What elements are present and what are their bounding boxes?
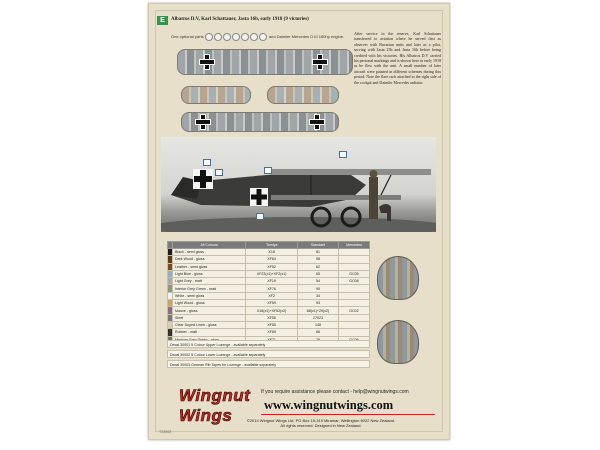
table-cell-tamiya: XF19 bbox=[246, 278, 298, 285]
lower-lozenge-swatch bbox=[377, 320, 419, 364]
table-cell-mercedes bbox=[338, 285, 369, 292]
table-cell-tamiya: XF52 bbox=[246, 263, 298, 270]
help-contact: If you require assistance please contact - help@wingnutwings.com bbox=[261, 389, 409, 395]
history-paragraph: After service in the reserve, Karl Schattauer transferred to aviation where he served first as observer with Bavarian units and later as a pilot, serving with Jasta 23b and Jasta 16b before being credited with his victories. His Albatros D.V carried his personal markings and is shown here in early 1918 as he flew with the unit. A small number of later aircraft were painted in different schemes during this period. Note the flare rack attached to the right side of the cockpit and Daimler Mercedes radiator. bbox=[354, 31, 441, 85]
scheme-title: Albatros D.V, Karl Schattauer, Jasta 16b, early 1918 (9 victories) bbox=[171, 17, 309, 22]
table-cell-mercedes: GC08 bbox=[338, 278, 369, 285]
table-cell-tamiya: X18 bbox=[246, 249, 298, 256]
engine-note: and Daimler Mercedes D.III 160hp engine. bbox=[268, 34, 345, 40]
column-header: Tamiya bbox=[246, 242, 298, 249]
table-cell-tamiya: X16(x1)+XF52(x2) bbox=[246, 307, 298, 314]
table-cell-mercedes: GC02 bbox=[338, 307, 369, 314]
decal-note: Decal 30003 German Rib Tapes for Lozenge - available separately bbox=[167, 360, 370, 368]
table-cell-standard: 93 bbox=[297, 300, 338, 307]
table-cell-name: White - semi gloss bbox=[173, 292, 246, 299]
table-cell-tamiya: XF56 bbox=[246, 314, 298, 321]
lower-wing-right-view bbox=[267, 86, 339, 104]
colour-table-body bbox=[168, 249, 370, 344]
table-row bbox=[168, 314, 370, 321]
part-circle-icon bbox=[232, 33, 240, 41]
scheme-badge: E bbox=[157, 16, 168, 25]
lower-wing-left-view bbox=[181, 86, 251, 104]
table-cell-standard: 54 bbox=[297, 278, 338, 285]
colour-table bbox=[167, 241, 370, 344]
table-row bbox=[168, 278, 370, 285]
table-cell-standard: 62 bbox=[297, 263, 338, 270]
table-cell-standard: 81 bbox=[297, 249, 338, 256]
part-number-icons bbox=[205, 34, 269, 39]
column-header: All Colours bbox=[173, 242, 246, 249]
dog-figure bbox=[379, 204, 391, 221]
table-cell-name: Rubber - matt bbox=[173, 329, 246, 336]
table-cell-name: Light Wood - gloss bbox=[173, 300, 246, 307]
table-cell-tamiya: XF76 bbox=[246, 285, 298, 292]
table-cell-standard: 90 bbox=[297, 285, 338, 292]
table-cell-name: Interior Grey Green - matt bbox=[173, 285, 246, 292]
sheet-reference: T23002 bbox=[159, 430, 172, 434]
column-header: Mercedes bbox=[338, 242, 369, 249]
iron-cross-icon bbox=[196, 115, 210, 129]
table-row bbox=[168, 329, 370, 336]
table-cell-standard: 66 bbox=[297, 329, 338, 336]
aircraft-profile-illustration bbox=[161, 137, 436, 232]
table-cell-mercedes bbox=[338, 263, 369, 270]
table-cell-mercedes bbox=[338, 292, 369, 299]
decal-note: Decal 30001 5 Colour Upper Lozenge - available separately bbox=[167, 340, 370, 348]
table-cell-standard: 148 bbox=[297, 321, 338, 328]
optional-parts-label: One optional parts bbox=[171, 34, 204, 40]
table-cell-mercedes bbox=[338, 300, 369, 307]
part-circle-icon bbox=[223, 33, 231, 41]
iron-cross-icon bbox=[310, 115, 324, 129]
footer-divider bbox=[261, 414, 435, 415]
table-cell-mercedes bbox=[338, 321, 369, 328]
part-circle-icon bbox=[259, 33, 267, 41]
table-cell-standard: 68(x1)+29(x2) bbox=[297, 307, 338, 314]
table-cell-tamiya: XF23(x1)+XF2(x1) bbox=[246, 270, 298, 277]
pilot-figure bbox=[369, 177, 378, 219]
table-cell-name: Steel bbox=[173, 314, 246, 321]
table-row bbox=[168, 256, 370, 263]
table-row bbox=[168, 321, 370, 328]
table-cell-tamiya: XF59 bbox=[246, 300, 298, 307]
table-cell-standard: 98 bbox=[297, 256, 338, 263]
table-row bbox=[168, 300, 370, 307]
upper-wing-underside-view bbox=[181, 112, 339, 132]
part-circle-icon bbox=[214, 33, 222, 41]
fuselage-cross-icon bbox=[193, 169, 213, 189]
table-row bbox=[168, 292, 370, 299]
part-callout-icon bbox=[339, 151, 347, 158]
table-cell-name: Light Blue - gloss bbox=[173, 270, 246, 277]
table-cell-standard: 65 bbox=[297, 270, 338, 277]
table-row bbox=[168, 263, 370, 270]
upper-wing-top-view bbox=[177, 49, 353, 75]
lower-wing-shape bbox=[271, 195, 401, 200]
table-cell-name: Clear Doped Linen - gloss bbox=[173, 321, 246, 328]
iron-cross-icon bbox=[200, 55, 214, 69]
table-cell-standard: 34 bbox=[297, 292, 338, 299]
ground-shadow bbox=[161, 217, 436, 232]
table-cell-name: Mauve - gloss bbox=[173, 307, 246, 314]
table-row bbox=[168, 285, 370, 292]
website-link[interactable]: www.wingnutwings.com bbox=[264, 398, 394, 412]
wingnut-wings-logo: Wingnut Wings bbox=[179, 386, 251, 425]
table-cell-tamiya: XF55 bbox=[246, 321, 298, 328]
table-cell-name: Light Grey - matt bbox=[173, 278, 246, 285]
column-header: Standard bbox=[297, 242, 338, 249]
part-callout-icon bbox=[256, 213, 264, 220]
table-cell-tamiya: XF2 bbox=[246, 292, 298, 299]
upper-wing-shape bbox=[271, 169, 431, 175]
pilot-head bbox=[370, 170, 378, 178]
table-header-row bbox=[168, 242, 370, 249]
table-cell-standard: 27023 bbox=[297, 314, 338, 321]
part-callout-icon bbox=[203, 159, 211, 166]
aircraft-profile-svg bbox=[161, 137, 436, 232]
table-cell-mercedes: GC05 bbox=[338, 270, 369, 277]
table-cell-mercedes bbox=[338, 314, 369, 321]
copyright-text: ©2014 Wingnut Wings Ltd, PO Box 15-319 Miramar, Wellington 6022 New Zealand. All rights reserved. Designed in New Zealand. bbox=[246, 418, 396, 428]
iron-cross-icon bbox=[313, 55, 327, 69]
fuselage-cross-icon bbox=[250, 188, 268, 206]
table-cell-tamiya: XF69 bbox=[246, 329, 298, 336]
table-cell-mercedes bbox=[338, 249, 369, 256]
table-cell-mercedes bbox=[338, 256, 369, 263]
part-callout-icon bbox=[264, 167, 272, 174]
table-cell-name: Black - semi gloss bbox=[173, 249, 246, 256]
part-callout-icon bbox=[215, 169, 223, 176]
table-cell-tamiya: XF64 bbox=[246, 256, 298, 263]
optional-parts-note bbox=[171, 33, 344, 41]
part-circle-icon bbox=[205, 33, 213, 41]
instruction-sheet bbox=[148, 3, 450, 440]
strut bbox=[381, 175, 391, 195]
table-row bbox=[168, 249, 370, 256]
table-cell-name: Leather - semi gloss bbox=[173, 263, 246, 270]
table-row bbox=[168, 270, 370, 277]
table-cell-name: Dark Wood - gloss bbox=[173, 256, 246, 263]
part-circle-icon bbox=[241, 33, 249, 41]
upper-lozenge-swatch bbox=[377, 256, 419, 300]
table-row bbox=[168, 307, 370, 314]
part-circle-icon bbox=[250, 33, 258, 41]
decal-note: Decal 30002 5 Colour Lower Lozenge - available separately bbox=[167, 350, 370, 358]
table-cell-mercedes bbox=[338, 329, 369, 336]
